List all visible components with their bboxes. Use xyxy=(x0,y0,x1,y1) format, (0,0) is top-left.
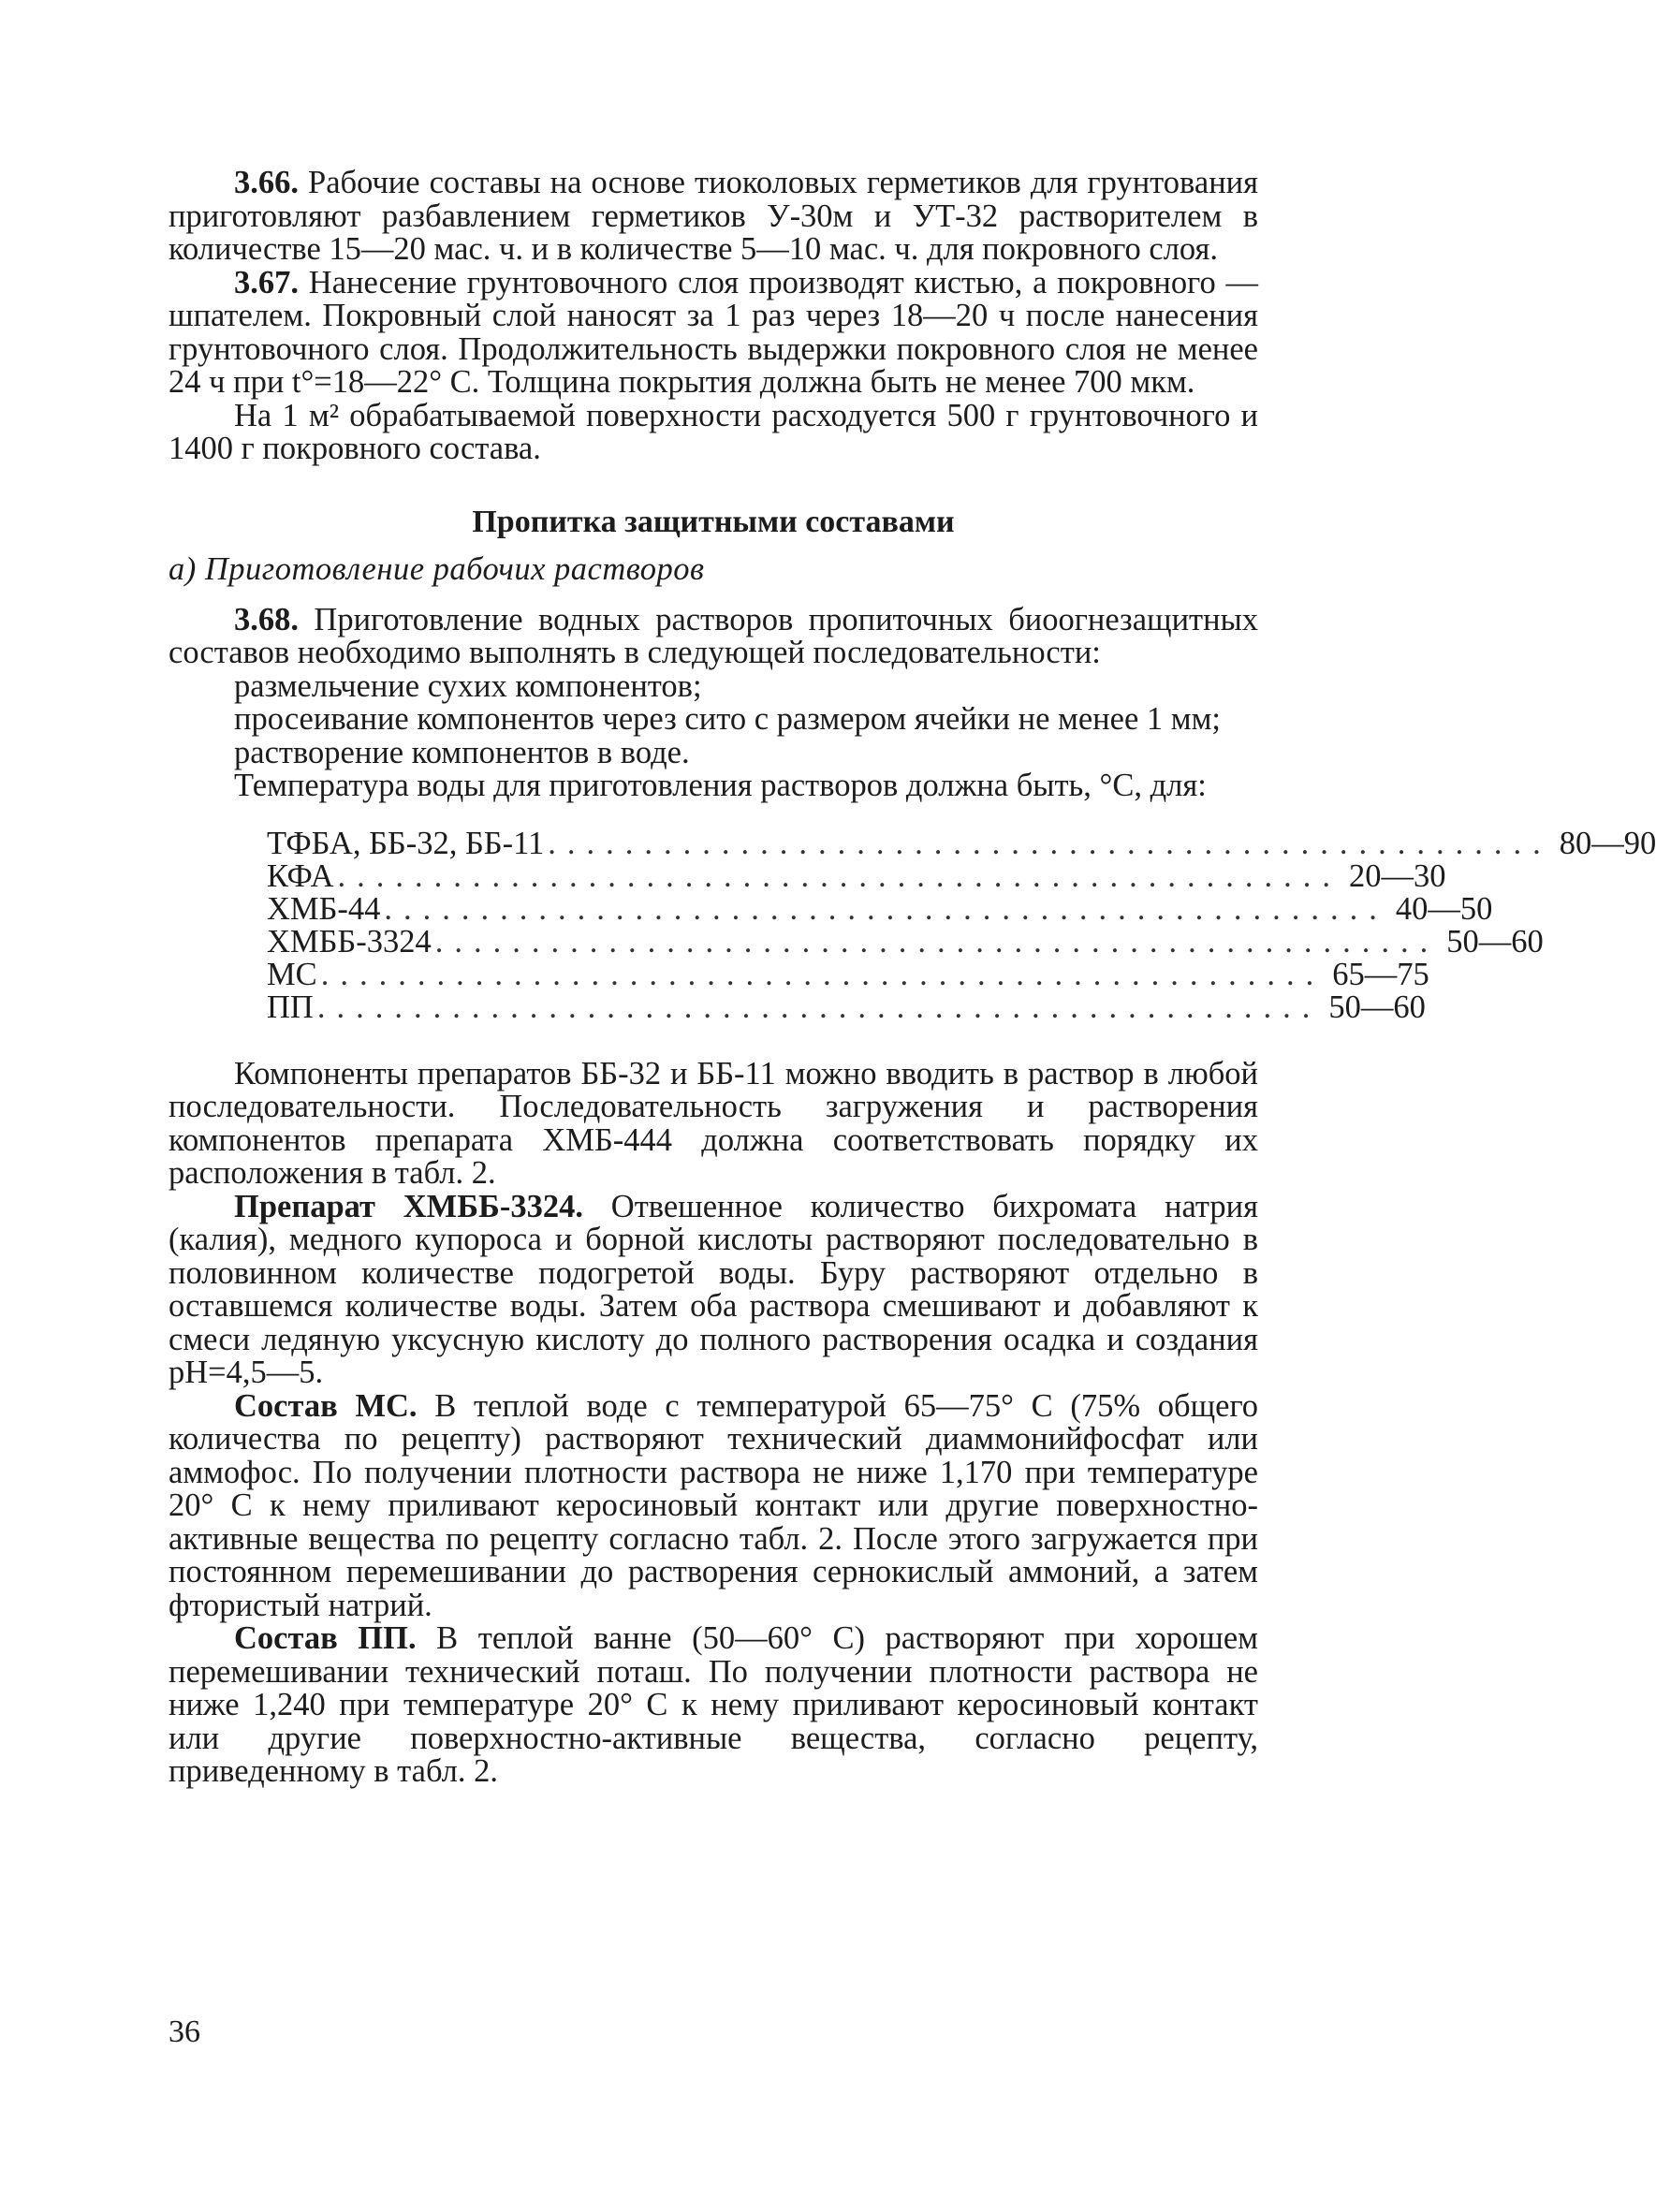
paragraph-text: Температура воды для приготовления растворов должна быть, °С, для: xyxy=(234,768,1207,803)
table-row xyxy=(267,825,1656,861)
page-body xyxy=(169,165,1656,1789)
paragraph-consumption xyxy=(169,397,1258,466)
composition-name: ПП xyxy=(267,989,314,1025)
section-heading: Пропитка защитными составами xyxy=(472,504,955,539)
paragraph-3-68 xyxy=(169,601,1258,670)
paragraph-lead: Препарат ХМББ-3324. xyxy=(234,1188,583,1224)
paragraph-text: просеивание компонентов через сито с размером ячейки не менее 1 мм; xyxy=(234,701,1222,737)
leader-dots: .................................................... xyxy=(434,923,1440,960)
temperature-range: 50—60 xyxy=(1328,989,1426,1025)
temperature-range: 50—60 xyxy=(1446,923,1544,960)
leader-dots: .................................................... xyxy=(316,989,1322,1025)
table-row xyxy=(267,956,1429,992)
paragraph-text: растворение компонентов в воде. xyxy=(234,734,690,770)
leader-dots: .................................................... xyxy=(320,956,1326,992)
table-row xyxy=(267,923,1544,960)
subsection-heading: а) Приготовление рабочих растворов xyxy=(169,551,705,587)
list-item xyxy=(169,667,1258,704)
composition-name: ХМБ-44 xyxy=(267,890,381,927)
temperature-table xyxy=(267,825,1656,1025)
paragraph-text: размельчение сухих компонентов; xyxy=(234,667,702,704)
table-row xyxy=(267,989,1426,1025)
paragraph-lead: Состав МС. xyxy=(234,1387,418,1424)
list-item xyxy=(169,703,1258,737)
temperature-range: 65—75 xyxy=(1332,956,1429,992)
paragraph-lead: Состав ПП. xyxy=(234,1620,417,1656)
composition-name: КФА xyxy=(267,857,334,894)
clause-number: 3.67. xyxy=(234,264,299,300)
composition-name: ХМББ-3324 xyxy=(267,923,432,960)
table-row xyxy=(267,890,1493,927)
paragraph-text: На 1 м² обрабатываемой поверхности расходуется 500 г грунтовочного и 1400 г покровного состава. xyxy=(169,397,1258,466)
paragraph-3-67 xyxy=(169,264,1258,400)
clause-number: 3.66. xyxy=(234,165,299,200)
paragraph-text: В теплой ванне (50—60° C) растворяют при хорошем перемешивании технический поташ. По получении плотности раствора не ниже 1,240 при температуре 20° C к нему приливают керосиновый контакт или другие поверхностно-активные вещества, согласно рецепту, приведенному в табл. 2. xyxy=(169,1620,1259,1789)
paragraph-text: Приготовление водных растворов пропиточных биоогнезащитных составов необходимо выполнять в следующей последовательности: xyxy=(169,601,1258,670)
paragraph-3-66 xyxy=(169,167,1258,267)
list-item xyxy=(169,734,1258,770)
paragraph-components-order xyxy=(169,1055,1258,1191)
paragraph-sostav-ms xyxy=(169,1387,1258,1623)
clause-number: 3.68. xyxy=(234,601,299,637)
leader-dots: .................................................... xyxy=(384,890,1388,927)
composition-name: ТФБА, ББ-32, ББ-11 xyxy=(267,825,545,861)
paragraph-text: Отвешенное количество бихромата натрия (калия), медного купороса и борной кислоты растворяют последовательно в половинном количестве подогретой воды. Буру растворяют отдельно в оставшемся количестве воды. Затем оба раствора смешивают и добавляют к смеси ледяную уксусную кислоту до полного растворения осадка и создания pH=4,5—5. xyxy=(169,1188,1259,1390)
paragraph-hmbb-3324 xyxy=(169,1188,1259,1390)
paragraph-sostav-pp xyxy=(169,1622,1258,1789)
paragraph-text: Компоненты препаратов ББ-32 и ББ-11 можно вводить в раствор в любой последовательности. Последовательность загружения и растворения компонентов препарата ХМБ-444 должна соответствовать порядку их расположения в табл. 2. xyxy=(169,1055,1258,1191)
paragraph-text: В теплой воде с температурой 65—75° C (75% общего количества по рецепту) растворяют технический диаммонийфосфат или аммофос. По получении плотности раствора не ниже 1,170 при температуре 20° C к нему приливают керосиновый контакт или другие поверхностно-активные вещества по рецепту согласно табл. 2. После этого загружается при постоянном перемешивании до растворения сернокислый аммоний, а затем фтористый натрий. xyxy=(169,1387,1258,1623)
temperature-range: 80—90 xyxy=(1559,825,1656,861)
paragraph-text: Нанесение грунтовочного слоя производят кистью, а покровного — шпателем. Покровный слой наносят за 1 раз через 18—20 ч после нанесения грунтовочного слоя. Продолжительность выдержки покровного слоя не менее 24 ч при t°=18—22° C. Толщина покрытия должна быть не менее 700 мкм. xyxy=(169,264,1258,400)
page-number: 36 xyxy=(169,2014,200,2049)
leader-dots: .................................................... xyxy=(548,825,1552,861)
table-row xyxy=(267,857,1446,894)
leader-dots: .................................................... xyxy=(337,857,1341,894)
temperature-range: 20—30 xyxy=(1349,857,1446,894)
temperature-range: 40—50 xyxy=(1395,890,1493,927)
paragraph-text: Рабочие составы на основе тиоколовых герметиков для грунтования приготовляют разбавлением герметиков У-30м и УТ-32 растворителем в количестве 15—20 мас. ч. и в количестве 5—10 мас. ч. для покровного слоя. xyxy=(169,165,1258,267)
composition-name: МС xyxy=(267,956,317,992)
paragraph-temperature-intro xyxy=(169,769,1258,803)
